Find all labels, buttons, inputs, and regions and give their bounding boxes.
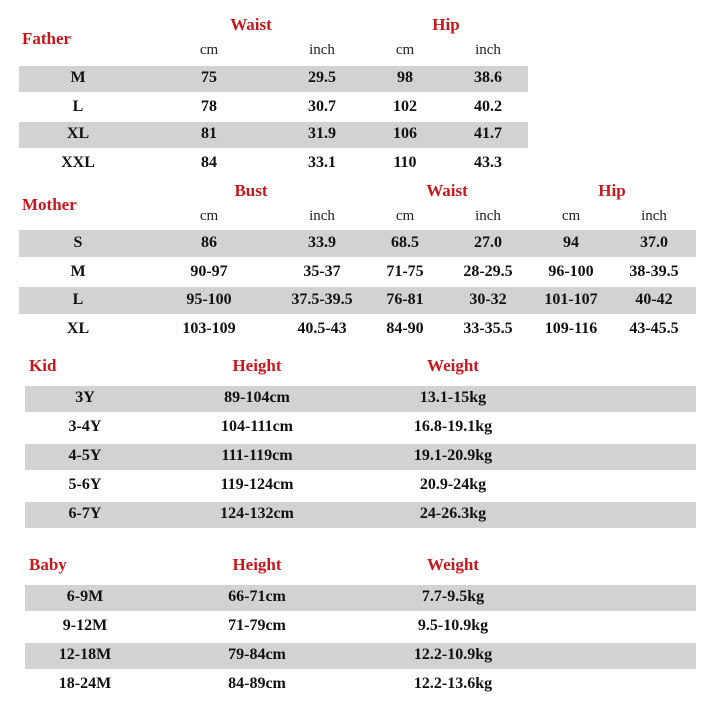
mother-unit-header: inch [475,208,501,224]
mother-unit-header: cm [199,208,219,224]
mother-value: 86 [201,234,217,251]
kid-age: 6-7Y [68,505,102,522]
row-band [19,122,528,148]
father-unit-header: cm [199,42,219,58]
baby-column-header: Height [232,555,282,574]
father-size: M [70,69,86,86]
baby-value: 84-89cm [228,675,286,692]
mother-size: L [72,291,84,308]
father-value: 98 [397,69,413,86]
row-band [19,66,528,92]
baby-age: 6-9M [66,588,104,605]
row-band [25,444,696,470]
mother-value: 30-32 [469,291,507,308]
row-band [19,230,696,257]
father-value: 41.7 [474,125,502,142]
father-value: 40.2 [474,98,502,115]
baby-age: 9-12M [62,617,108,634]
kid-age: 5-6Y [68,476,102,493]
kid-value: 13.1-15kg [419,389,487,406]
father-value: 43.3 [474,154,502,171]
row-band [25,585,696,611]
father-value: 106 [393,125,417,142]
mother-value: 94 [563,234,579,251]
baby-value: 9.5-10.9kg [417,617,489,634]
mother-value: 84-90 [386,320,424,337]
mother-value: 71-75 [386,263,424,280]
father-value: 29.5 [308,69,336,86]
father-label: Father [22,29,72,48]
row-band [25,386,696,412]
mother-unit-header: inch [641,208,667,224]
row-band [25,502,696,528]
kid-value: 24-26.3kg [419,505,487,522]
father-value: 75 [201,69,217,86]
father-value: 38.6 [474,69,502,86]
father-group-header: Waist [230,15,272,34]
mother-unit-header: inch [309,208,335,224]
mother-value: 38-39.5 [629,263,679,280]
mother-value: 90-97 [190,263,228,280]
father-value: 33.1 [308,154,336,171]
mother-value: 95-100 [186,291,232,308]
mother-value: 40.5-43 [297,320,347,337]
mother-value: 33.9 [308,234,336,251]
mother-group-header: Hip [598,181,626,200]
mother-value: 76-81 [386,291,424,308]
kid-label: Kid [29,356,57,375]
mother-group-header: Bust [234,181,268,200]
mother-label: Mother [22,195,77,214]
baby-value: 71-79cm [228,617,286,634]
kid-column-header: Height [232,356,282,375]
father-size: XL [66,125,90,142]
kid-value: 16.8-19.1kg [413,418,493,435]
mother-size: S [73,234,83,251]
mother-value: 43-45.5 [629,320,679,337]
kid-age: 4-5Y [68,447,102,464]
father-unit-header: inch [475,42,501,58]
baby-value: 12.2-10.9kg [413,646,493,663]
mother-value: 28-29.5 [463,263,513,280]
mother-value: 96-100 [548,263,594,280]
baby-column-header: Weight [427,555,479,574]
kid-value: 119-124cm [220,476,294,493]
mother-value: 35-37 [303,263,341,280]
kid-age: 3Y [75,389,95,406]
mother-value: 103-109 [182,320,236,337]
father-unit-header: inch [309,42,335,58]
kid-value: 111-119cm [221,447,293,464]
kid-value: 19.1-20.9kg [413,447,493,464]
mother-size: XL [66,320,90,337]
father-value: 102 [393,98,417,115]
mother-group-header: Waist [426,181,468,200]
father-value: 78 [201,98,217,115]
father-size: XXL [61,154,95,171]
baby-age: 12-18M [58,646,112,663]
row-band [25,643,696,669]
kid-value: 20.9-24kg [419,476,487,493]
baby-age: 18-24M [58,675,112,692]
mother-unit-header: cm [561,208,581,224]
father-size: L [72,98,84,115]
father-value: 110 [393,154,417,171]
father-group-header: Hip [432,15,460,34]
kid-value: 104-111cm [221,418,293,435]
kid-value: 124-132cm [220,505,294,522]
father-value: 31.9 [308,125,336,142]
mother-value: 37.0 [640,234,668,251]
mother-value: 37.5-39.5 [291,291,353,308]
kid-column-header: Weight [427,356,479,375]
mother-value: 33-35.5 [463,320,513,337]
baby-value: 7.7-9.5kg [421,588,485,605]
father-value: 81 [201,125,217,142]
mother-value: 101-107 [544,291,598,308]
baby-value: 79-84cm [228,646,286,663]
mother-value: 68.5 [391,234,419,251]
baby-value: 12.2-13.6kg [413,675,493,692]
kid-age: 3-4Y [68,418,102,435]
mother-value: 27.0 [474,234,502,251]
mother-size: M [70,263,86,280]
mother-value: 40-42 [635,291,673,308]
father-unit-header: cm [395,42,415,58]
mother-value: 109-116 [544,320,598,337]
father-value: 84 [201,154,217,171]
kid-value: 89-104cm [224,389,290,406]
father-value: 30.7 [308,98,336,115]
mother-unit-header: cm [395,208,415,224]
baby-label: Baby [29,555,67,574]
baby-value: 66-71cm [228,588,286,605]
